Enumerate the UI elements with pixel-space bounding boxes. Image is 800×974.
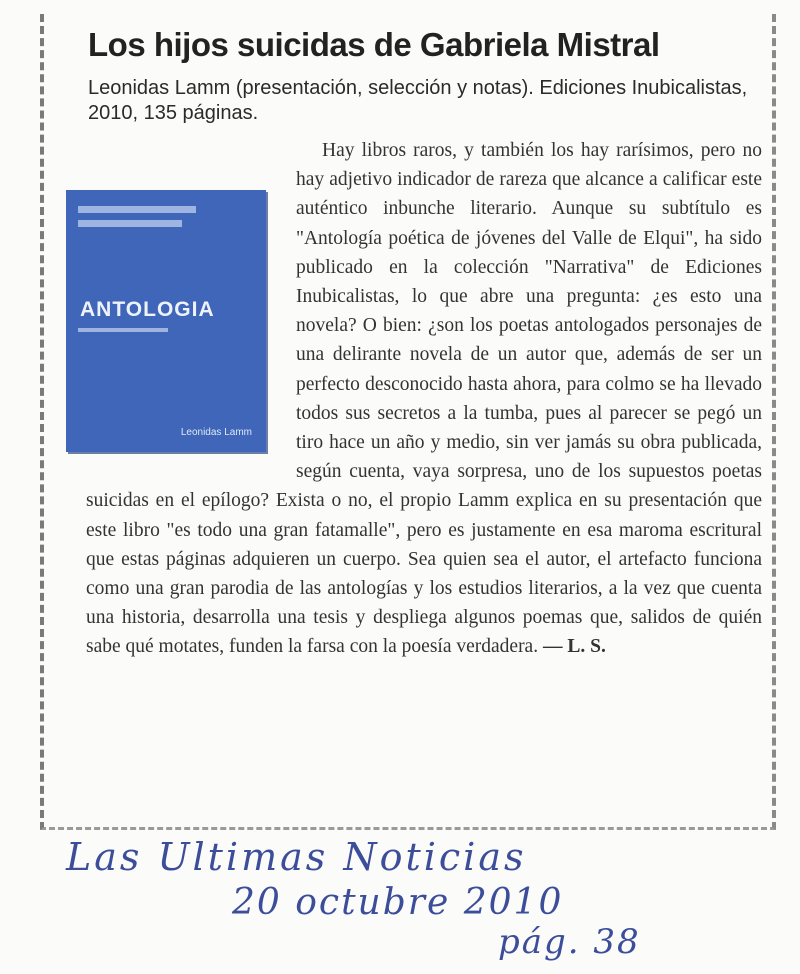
article-title: Los hijos suicidas de Gabriela Mistral (88, 26, 660, 63)
article-body (86, 136, 762, 662)
cover-title: ANTOLOGIA (80, 298, 215, 321)
cover-float-space (86, 136, 296, 481)
cover-author: Leonidas Lamm (180, 427, 252, 438)
handwritten-page: pág. 38 (498, 922, 641, 962)
article-body-text: Hay libros raros, y también los hay rarísimos, pero no hay adjetivo indicador de rareza que alcance a calificar este auténtico inbunche literario. Aunque su subtítulo es "Antología poética de jóvenes del Valle de Elqui", ha sido publicado en la colección "Narrativa" de Ediciones Inubicalistas, lo que abre una pregunta: ¿es esto una novela? O bien: ¿son los poetas antologados personajes de una delirante novela de un autor que, además de ser un perfecto desconocido hasta ahora, para colmo se ha llevado todos sus secretos a la tumba, pues al parecer se pegó un tiro hace un año y medio, sin ver jamás su obra publicada, según cuenta, vaya sorpresa, uno de los supuestos poetas suicidas en el epílogo? Exista o no, el propio Lamm explica en su presentación que este libro "es todo una gran fatamalle", pero es justamente en esa maroma escritural que estas páginas adquieren un cuerpo. Sea quien sea el autor, el artefacto funciona como una gran parodia de las antologías y los estudios literarios, a la vez que cuenta una historia, desarrolla una tesis y despliega algunos poemas que, salidos de quién sabe qué motates, funden la farsa con la poesía verdadera. (86, 140, 762, 658)
handwritten-source: Las Ultimas Noticias (66, 835, 527, 879)
handwritten-date: 20 octubre 2010 (232, 882, 564, 923)
article-signature: — L. S. (542, 636, 606, 658)
article-subtitle: Leonidas Lamm (presentación, selección y notas). Ediciones Inubicalistas, 2010, 135 páginas. (88, 77, 748, 124)
